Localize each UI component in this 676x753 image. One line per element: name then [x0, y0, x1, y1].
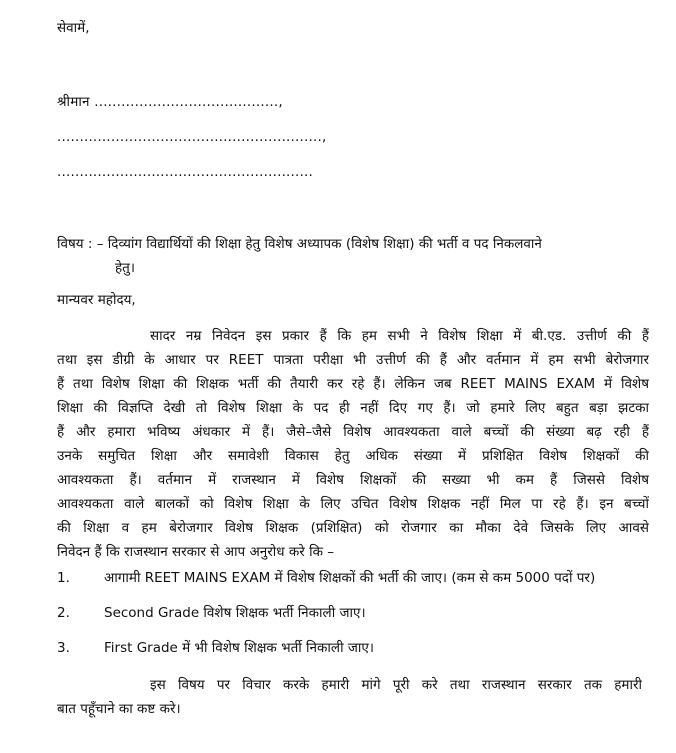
subject-line-1: विषय : – दिव्यांग विद्यार्थियों की शिक्षा हेतु विशेष अध्यापक (विशेष शिक्षा) की भर्ती व पद निकलवाने	[57, 236, 542, 252]
body-line: हैं तथा विशेष शिक्षा की शिक्षक भर्ती की तैयारी कर रहे हैं। लेकिन जब REET MAINS EXAM में विशेष	[57, 376, 649, 392]
body-line: सादर नम्र निवेदन इस प्रकार हैं कि हम सभी ने विशेष शिक्षा में बी.एड. उत्तीर्ण की हैं	[150, 328, 649, 344]
request-text: First Grade में भी विशेष शिक्षक भर्ती निकाली जाए।	[104, 640, 374, 656]
request-number: 2.	[57, 605, 70, 621]
request-text: आगामी REET MAINS EXAM में विशेष शिक्षकों की भर्ती की जाए। (कम से कम 5000 पदों पर)	[104, 570, 596, 586]
request-number: 3.	[57, 640, 70, 656]
address-line-1: श्रीमान .........................................,	[57, 94, 283, 110]
body-line: तथा इस डीग्री के आधार पर REET पात्रता परीक्षा भी उत्तीर्ण की हैं और वर्तमान में हम सभी बेरोजगार	[57, 352, 649, 368]
salutation-to: सेवामें,	[57, 20, 90, 36]
closing-line: इस विषय पर विचार करके हमारी मांगे पूरी करे तथा राजस्थान सरकार तक हमारी	[150, 677, 642, 693]
request-text: Second Grade विशेष शिक्षक भर्ती निकाली जाए।	[104, 605, 366, 621]
greeting: मान्यवर महोदय,	[57, 292, 136, 308]
body-line: निवेदन हैं कि राजस्थान सरकार से आप अनुरोध करे कि –	[57, 544, 334, 560]
body-line: आवश्यकता हैं। वर्तमान में राजस्थान में विशेष शिक्षकों की सख्या भी कम हैं जिससे विशेष	[57, 472, 649, 488]
body-line: की शिक्षा व हम बेरोजगार विशेष शिक्षक (प्रशिक्षित) को रोजगार का मौका देवे जिसके लिए आवसे	[57, 520, 649, 536]
body-line: शिक्षा की विज्ञप्ति देखी तो विशेष शिक्षा के पद ही नहीं दिए गए हैं। जो हमारे लिए बहुत बड़ा झटका	[57, 400, 649, 416]
closing-line: बात पहूँचाने का कष्ट करे।	[57, 701, 181, 717]
subject-line-2: हेतु।	[115, 260, 135, 276]
body-line: आवश्यकता वाले बालकों को विशेष शिक्षा के लिए उचित विशेष शिक्षक नहीं मिल पा रहे हैं। इन बच्चों	[57, 496, 649, 512]
body-line: हैं और हमारा भविष्य अंधकार में हैं। जैसे–जैसे विशेष आवश्यकता वाले बच्चों की संख्या बढ़ रही हैं	[57, 424, 649, 440]
address-line-3: .........................................................	[57, 164, 314, 180]
body-line: उनके समुचित शिक्षा और समावेशी विकास हेतु अधिक संख्या में प्रशिक्षित विशेष शिक्षकों की	[57, 448, 649, 464]
address-line-2: ...........................................................,	[57, 129, 327, 145]
request-number: 1.	[57, 570, 70, 586]
